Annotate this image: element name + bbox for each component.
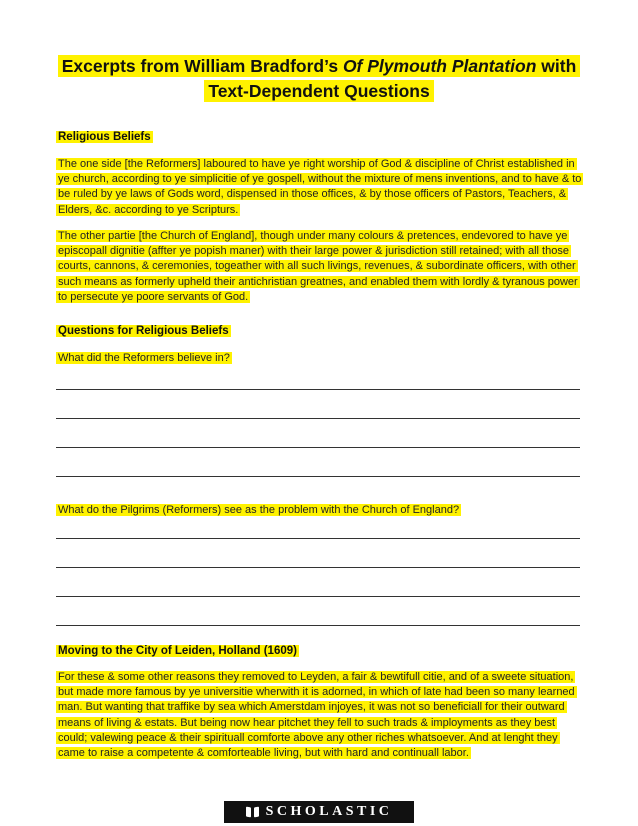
answer-line[interactable] (56, 476, 580, 477)
title-text-part3: with Text-Dependent Questions (208, 56, 577, 101)
paragraph-church-of-england: The other partie [the Church of England], though under many colours & pretences, endevored to have ye episcopall dignitie (affter ye popish maner) with their large power & jurisdiction still retained; with all those courts, cannons, & ceremonies, togeather with all such livings, revenues, & subordinate officers, with other such means as formerly upheld their antichristian greatnes, and enabled them with lordly & tyranous power to persecute ye poore servants of God. (58, 230, 578, 303)
title-text-part1: Excerpts from William Bradford’s (61, 56, 343, 76)
paragraph-leiden: For these & some other reasons they removed to Leyden, a fair & bewtifull citie, and of a sweete situation, but made more famous by ye universitie wherwith it is adorned, in which of late had been so many learned man. But wanting that traffike by sea which Amerstdam injoyes, it was not so beneficiall for their outward means of living & estats. But being now hear pitchet they fell to such trads & imployments as they best could; valewing peace & their spirituall comforte above any other riches whatsoever. And at lenght they came to raise a competente & comforteable living, but with hard and continuall labor. (58, 671, 575, 760)
answer-line[interactable] (56, 538, 580, 539)
open-book-icon (246, 807, 259, 818)
logo-text: SCHOLASTIC (265, 804, 393, 819)
answer-line[interactable] (56, 625, 580, 626)
answer-line[interactable] (56, 418, 580, 419)
page-title (56, 54, 582, 104)
answer-line[interactable] (56, 447, 580, 448)
answer-line[interactable] (56, 596, 580, 597)
section-heading-leiden: Moving to the City of Leiden, Holland (1609) (58, 645, 297, 657)
answer-line[interactable] (56, 567, 580, 568)
question-1: What did the Reformers believe in? (58, 352, 230, 364)
paragraph-reformers: The one side [the Reformers] laboured to have ye right worship of God & discipline of Christ established in ye church, according to ye simplicitie of ye gospell, without the mixture of mens inventions, and to have & to be ruled by ye laws of Gods word, dispensed in those offices, & by those officers of Pastors, Teachers, & Elders, &c. according to ye Scripturs. (58, 158, 582, 216)
section-heading-religious-beliefs: Religious Beliefs (58, 131, 151, 143)
scholastic-logo (224, 801, 414, 823)
answer-line[interactable] (56, 389, 580, 390)
question-2: What do the Pilgrims (Reformers) see as the problem with the Church of England? (58, 504, 460, 516)
section-heading-questions: Questions for Religious Beliefs (58, 325, 229, 337)
title-book-name: Of Plymouth Plantation (342, 56, 537, 76)
